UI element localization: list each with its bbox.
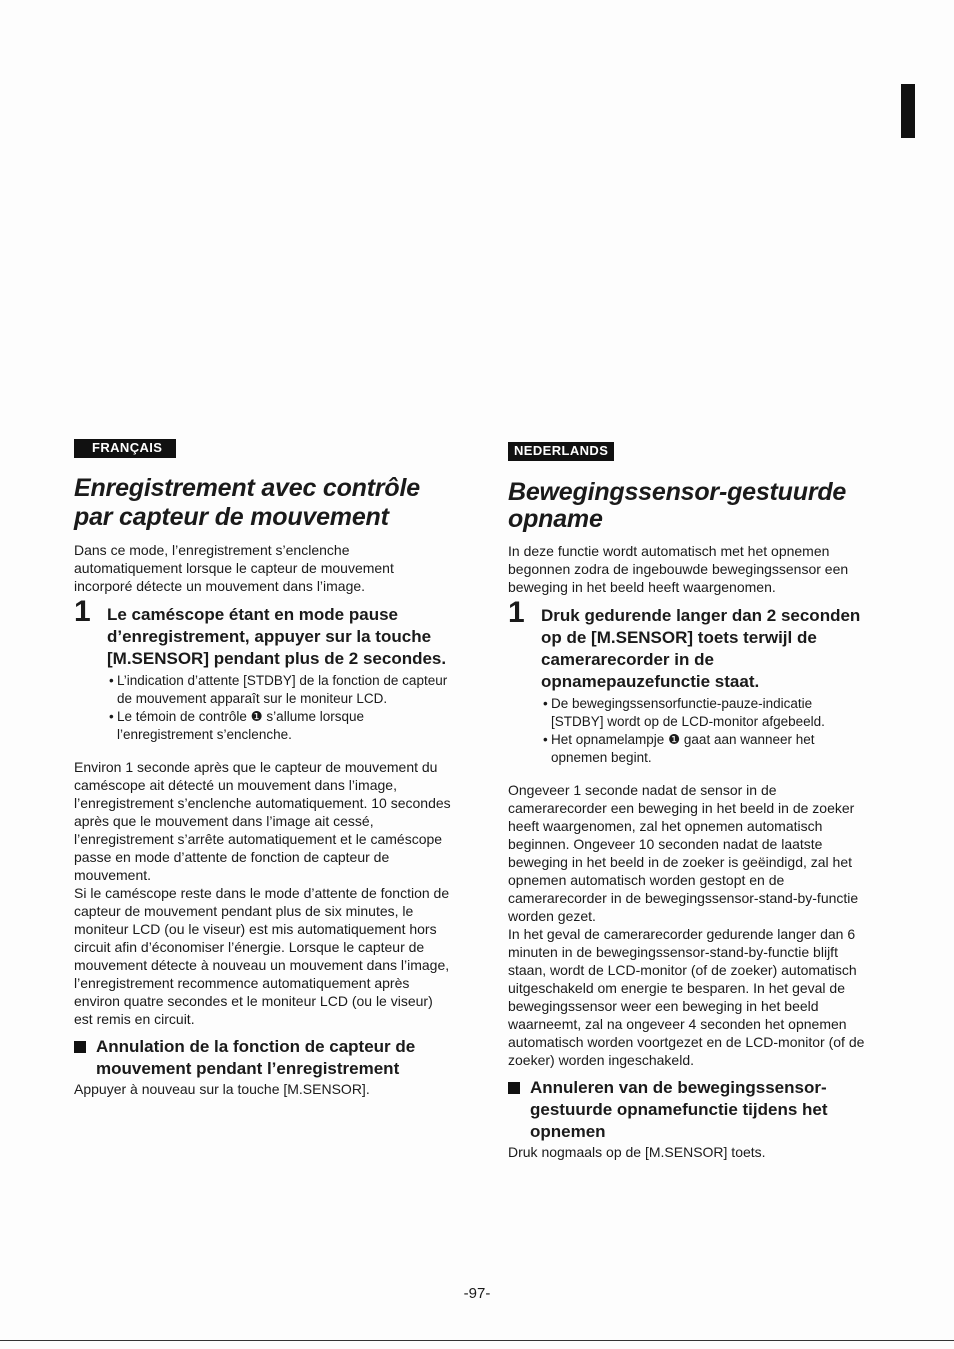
dutch-column xyxy=(508,439,868,1161)
subsection-heading-dutch: Annuleren van de bewegingssensor-gestuurde opnamefunctie tijdens het opnemen xyxy=(508,1077,868,1143)
step-instruction: Druk gedurende langer dan 2 seconden op de [M.SENSOR] toets terwijl de camerarecorder in de opnamepauzefunctie staat. xyxy=(541,606,861,691)
square-bullet-icon xyxy=(508,1082,520,1094)
section-title-dutch: Bewegingssensor-gestuurde opname xyxy=(508,478,847,533)
step-notes-dutch xyxy=(508,695,868,767)
note-item: • Het opnamelampje ❶ gaat aan wanneer het opnemen begint. xyxy=(543,732,815,765)
note-item: • De bewegingssensorfunctie-pauze-indicatie [STDBY] wordt op de LCD-monitor afgebeeld. xyxy=(543,696,825,729)
subsection-body-french: Appuyer à nouveau sur la touche [M.SENSOR]. xyxy=(74,1081,370,1097)
step-number: 1 xyxy=(74,595,91,628)
section-edge-marker xyxy=(901,84,915,138)
bullet-dot-icon: • xyxy=(543,696,548,711)
subsection-body-dutch: Druk nogmaals op de [M.SENSOR] toets. xyxy=(508,1144,766,1160)
section-title-french: Enregistrement avec contrôle par capteur de mouvement xyxy=(74,474,420,531)
step-1-dutch xyxy=(508,596,868,693)
bullet-dot-icon: • xyxy=(109,709,114,724)
french-column xyxy=(74,439,452,1098)
language-badge-dutch: NEDERLANDS xyxy=(508,442,614,461)
body-paragraph-french: Environ 1 seconde après que le capteur de mouvement du caméscope ait détecté un mouvement dans l’image, l’enregistrement s’enclenche automatiquement. 10 secondes après que le mouvement dans l’image ait cessé, l’enregistrement s’arrête automatiquement et le caméscope passe en mode d’attente de fonction de capteur de mouvement. Si le caméscope reste dans le mode d’attente de fonction de capteur de mouvement pendant plus de six minutes, le moniteur LCD (ou le viseur) est mis automatiquement hors circuit afin d’économiser l’énergie. Lorsque le capteur de mouvement détecte à nouveau un mouvement dans l’image, l’enregistrement recommence automatiquement après environ quatre secondes et le moniteur LCD (ou le viseur) est remis en circuit. xyxy=(74,759,451,1027)
intro-text-french: Dans ce mode, l’enregistrement s’enclenche automatiquement lorsque le capteur de mouvement incorporé détecte un mouvement dans l’image. xyxy=(74,542,394,594)
language-badge-french: FRANÇAIS xyxy=(74,439,176,458)
footer-divider xyxy=(0,1340,954,1341)
note-item: • L’indication d’attente [STDBY] de la fonction de capteur de mouvement apparaît sur le moniteur LCD. xyxy=(109,673,448,706)
body-paragraph-dutch: Ongeveer 1 seconde nadat de sensor in de camerarecorder een beweging in het beeld in de zoeker heeft waargenomen, zal het opnemen automatisch beginnen. Ongeveer 10 seconden nadat de laatste beweging in het beeld in de zoeker is geëindigd, zal het opnemen automatisch worden gestopt en de camerarecorder in de bewegingssensor-stand-by-functie worden gezet. In het geval de camerarecorder gedurende langer dan 6 minuten in de bewegingssensor-stand-by-functie blijft staan, wordt de LCD-monitor (of de zoeker) automatisch uitgeschakeld om energie te besparen. In het geval de bewegingssensor weer een beweging in het beeld waarneemt, zal na ongeveer 4 seconden het opnemen automatisch worden voortgezet en de LCD-monitor (of de zoeker) worden ingeschakeld. xyxy=(508,782,865,1068)
step-notes-french xyxy=(74,672,452,744)
bullet-dot-icon: • xyxy=(543,732,548,747)
intro-text-dutch: In deze functie wordt automatisch met het opnemen begonnen zodra de ingebouwde bewegingssensor een beweging in het beeld heeft waargenomen. xyxy=(508,543,849,595)
note-item: • Le témoin de contrôle ❶ s’allume lorsque l’enregistrement s’enclenche. xyxy=(109,709,364,742)
step-instruction: Le caméscope étant en mode pause d’enregistrement, appuyer sur la touche [M.SENSOR] pendant plus de 2 secondes. xyxy=(107,605,447,668)
bullet-dot-icon: • xyxy=(109,673,114,688)
page-number: -97- xyxy=(463,1285,491,1302)
subsection-heading-french: Annulation de la fonction de capteur de mouvement pendant l’enregistrement xyxy=(74,1036,452,1080)
step-1-french xyxy=(74,595,452,670)
step-number: 1 xyxy=(508,596,525,629)
square-bullet-icon xyxy=(74,1041,86,1053)
